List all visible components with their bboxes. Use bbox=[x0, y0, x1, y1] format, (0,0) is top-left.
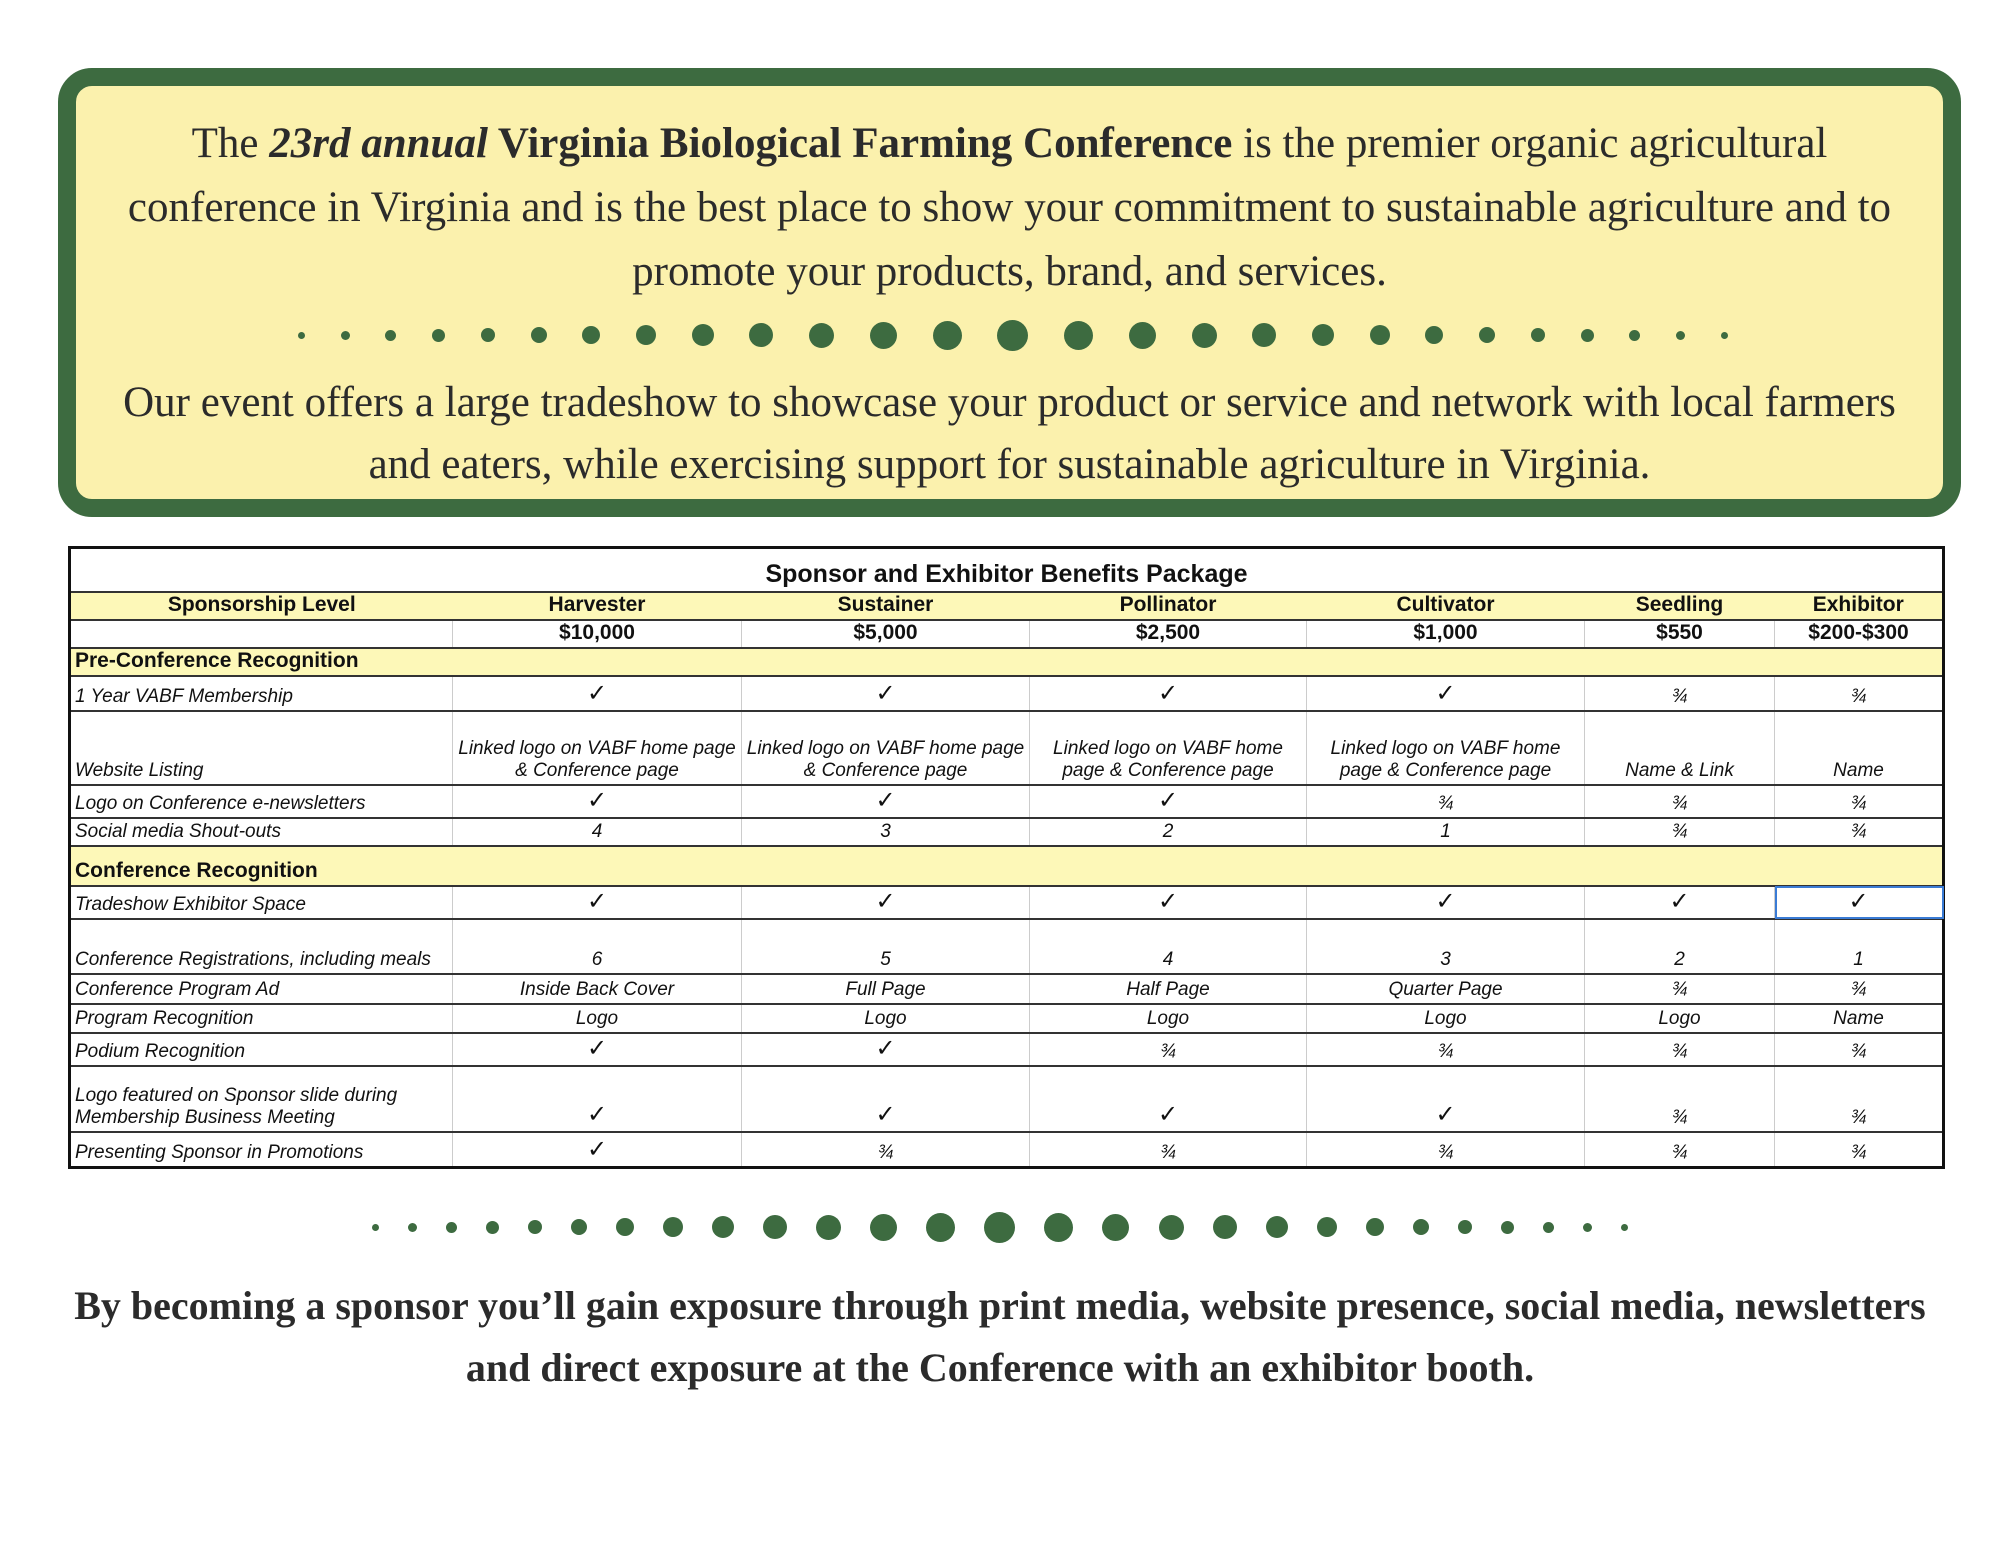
dot-ornament bbox=[1312, 324, 1334, 346]
benefit-value: 2 bbox=[1585, 919, 1775, 974]
dot-ornament bbox=[1479, 327, 1495, 343]
section-header bbox=[70, 846, 1944, 886]
intro-text: The bbox=[191, 120, 270, 167]
benefit-value: 1 bbox=[1307, 818, 1585, 846]
benefit-value: ¾ bbox=[1585, 1132, 1775, 1168]
benefit-value: Name bbox=[1775, 1004, 1944, 1033]
row-label: Logo on Conference e-newsletters bbox=[70, 785, 453, 818]
benefit-value: 3 bbox=[742, 818, 1030, 846]
dot-ornament bbox=[816, 1215, 841, 1240]
level-name: Harvester bbox=[453, 592, 742, 620]
checkmark-icon: ✓ bbox=[1307, 886, 1585, 919]
row-label: Presenting Sponsor in Promotions bbox=[70, 1132, 453, 1168]
section-title: Pre-Conference Recognition bbox=[70, 648, 1944, 676]
dot-ornament bbox=[926, 1213, 955, 1242]
dot-ornament bbox=[408, 1223, 417, 1232]
benefit-value: ¾ bbox=[1775, 1033, 1944, 1066]
intro-emphasis: 23rd annual bbox=[269, 120, 488, 167]
benefit-value: ¾ bbox=[1030, 1132, 1307, 1168]
benefit-value: Linked logo on VABF home page & Conference page bbox=[1030, 711, 1307, 785]
dot-ornament bbox=[933, 321, 962, 350]
level-price: $200-$300 bbox=[1775, 620, 1944, 648]
benefit-value: ¾ bbox=[1775, 1066, 1944, 1132]
level-name: Pollinator bbox=[1030, 592, 1307, 620]
conference-name: Virginia Biological Farming Conference bbox=[487, 120, 1233, 167]
dot-ornament bbox=[1501, 1221, 1514, 1234]
dot-ornament bbox=[1102, 1214, 1129, 1241]
closing-statement: By becoming a sponsor you’ll gain exposure through print media, website presence, social media, newsletters and direct exposure at the Conference with an exhibitor booth. bbox=[74, 1283, 1926, 1390]
dot-ornament bbox=[749, 323, 773, 347]
checkmark-icon: ✓ bbox=[453, 886, 742, 919]
table-title-row bbox=[70, 548, 1944, 592]
row-label: Conference Program Ad bbox=[70, 974, 453, 1004]
benefit-value: ¾ bbox=[1585, 1033, 1775, 1066]
benefit-value: Logo bbox=[1307, 1004, 1585, 1033]
benefit-value: ¾ bbox=[1585, 974, 1775, 1004]
dot-ornament bbox=[531, 327, 547, 343]
dot-ornament bbox=[984, 1212, 1015, 1243]
dot-ornament bbox=[870, 322, 897, 349]
dot-ornament bbox=[385, 330, 396, 341]
table-row bbox=[70, 1004, 1944, 1033]
benefit-value: Inside Back Cover bbox=[453, 974, 742, 1004]
benefit-value: ¾ bbox=[1585, 676, 1775, 711]
table-row bbox=[70, 785, 1944, 818]
dot-ornament bbox=[1370, 325, 1390, 345]
checkmark-icon: ✓ bbox=[1307, 1066, 1585, 1132]
dot-ornament bbox=[486, 1221, 499, 1234]
benefit-value: ¾ bbox=[742, 1132, 1030, 1168]
row-label: Podium Recognition bbox=[70, 1033, 453, 1066]
intro-text-rest: is the premier organic agricultural conference in Virginia and is the best place to show your commitment to sustainable agriculture and to promote your products, brand, and services. bbox=[127, 120, 1892, 295]
dot-ornament bbox=[1064, 321, 1093, 350]
dot-ornament bbox=[663, 1217, 683, 1237]
table-row bbox=[70, 676, 1944, 711]
dot-ornament bbox=[1317, 1217, 1337, 1237]
table-row bbox=[70, 1132, 1944, 1168]
benefit-value: ¾ bbox=[1775, 974, 1944, 1004]
benefit-value: ¾ bbox=[1775, 676, 1944, 711]
row-label: Website Listing bbox=[70, 711, 453, 785]
benefit-value: ¾ bbox=[1030, 1033, 1307, 1066]
benefit-value: 5 bbox=[742, 919, 1030, 974]
intro-paragraph bbox=[76, 112, 1943, 304]
dot-ornament bbox=[1266, 1216, 1288, 1238]
checkmark-icon: ✓ bbox=[742, 785, 1030, 818]
level-label: Sponsorship Level bbox=[70, 592, 453, 620]
price-row bbox=[70, 620, 1944, 648]
level-price: $550 bbox=[1585, 620, 1775, 648]
level-price: $5,000 bbox=[742, 620, 1030, 648]
dot-ornament bbox=[1366, 1218, 1384, 1236]
level-price: $10,000 bbox=[453, 620, 742, 648]
dot-ornament bbox=[341, 331, 350, 340]
dot-ornament bbox=[432, 329, 445, 342]
benefit-value: ¾ bbox=[1775, 818, 1944, 846]
benefit-value: 4 bbox=[453, 818, 742, 846]
row-label: Logo featured on Sponsor slide during Membership Business Meeting bbox=[70, 1066, 453, 1132]
dot-ornament bbox=[372, 1224, 379, 1231]
dot-ornament bbox=[763, 1215, 787, 1239]
level-name: Seedling bbox=[1585, 592, 1775, 620]
checkmark-icon: ✓ bbox=[453, 676, 742, 711]
benefits-table bbox=[68, 546, 1945, 1169]
tradeshow-paragraph: Our event offers a large tradeshow to showcase your product or service and network with local farmers and eaters, while exercising support for sustainable agriculture in Virginia. bbox=[123, 379, 1896, 488]
benefit-value: ¾ bbox=[1585, 1066, 1775, 1132]
checkmark-icon: ✓ bbox=[742, 886, 1030, 919]
dot-ornament bbox=[582, 326, 600, 344]
dot-ornament bbox=[1044, 1213, 1073, 1242]
table-row bbox=[70, 919, 1944, 974]
benefit-value: Linked logo on VABF home page & Conference page bbox=[453, 711, 742, 785]
benefit-value: Logo bbox=[742, 1004, 1030, 1033]
level-price: $2,500 bbox=[1030, 620, 1307, 648]
checkmark-icon: ✓ bbox=[453, 1132, 742, 1168]
row-label: Conference Registrations, including meals bbox=[70, 919, 453, 974]
benefit-value: 3 bbox=[1307, 919, 1585, 974]
table-row bbox=[70, 711, 1944, 785]
benefit-value: Name & Link bbox=[1585, 711, 1775, 785]
benefit-value: Logo bbox=[1585, 1004, 1775, 1033]
checkmark-icon: ✓ bbox=[1585, 886, 1775, 919]
dot-ornament bbox=[446, 1222, 457, 1233]
benefit-value: ¾ bbox=[1585, 785, 1775, 818]
benefit-value: 2 bbox=[1030, 818, 1307, 846]
dot-divider bbox=[298, 318, 1728, 352]
dot-ornament bbox=[1721, 332, 1728, 339]
section-header bbox=[70, 648, 1944, 676]
benefit-value: 4 bbox=[1030, 919, 1307, 974]
benefit-value: 1 bbox=[1775, 919, 1944, 974]
checkmark-icon: ✓ bbox=[742, 1066, 1030, 1132]
dot-ornament bbox=[528, 1220, 542, 1234]
checkmark-icon: ✓ bbox=[453, 1033, 742, 1066]
row-label: 1 Year VABF Membership bbox=[70, 676, 453, 711]
level-name: Exhibitor bbox=[1775, 592, 1944, 620]
benefit-value: ¾ bbox=[1775, 785, 1944, 818]
benefit-value: Linked logo on VABF home page & Conference page bbox=[742, 711, 1030, 785]
benefit-value: 6 bbox=[453, 919, 742, 974]
dot-ornament bbox=[1543, 1222, 1554, 1233]
dot-ornament bbox=[298, 332, 305, 339]
section-title: Conference Recognition bbox=[70, 846, 1944, 886]
dot-ornament bbox=[1213, 1215, 1237, 1239]
checkmark-icon: ✓ bbox=[453, 785, 742, 818]
table-row bbox=[70, 818, 1944, 846]
benefit-value: Logo bbox=[453, 1004, 742, 1033]
row-label: Tradeshow Exhibitor Space bbox=[70, 886, 453, 919]
table-row bbox=[70, 886, 1944, 919]
price-label-empty bbox=[70, 620, 453, 648]
checkmark-icon: ✓ bbox=[742, 676, 1030, 711]
dot-ornament bbox=[1621, 1224, 1628, 1231]
checkmark-icon: ✓ bbox=[1030, 886, 1307, 919]
dot-ornament bbox=[1458, 1220, 1472, 1234]
row-label: Program Recognition bbox=[70, 1004, 453, 1033]
benefit-value: Logo bbox=[1030, 1004, 1307, 1033]
table-row bbox=[70, 1066, 1944, 1132]
checkmark-icon: ✓ bbox=[1775, 886, 1944, 919]
level-name: Sustainer bbox=[742, 592, 1030, 620]
dot-ornament bbox=[712, 1216, 734, 1238]
benefit-value: Linked logo on VABF home page & Conference page bbox=[1307, 711, 1585, 785]
row-label: Social media Shout-outs bbox=[70, 818, 453, 846]
dot-ornament bbox=[616, 1218, 634, 1236]
dot-ornament bbox=[571, 1219, 587, 1235]
dot-ornament bbox=[692, 324, 714, 346]
dot-ornament bbox=[636, 325, 656, 345]
dot-ornament bbox=[997, 320, 1028, 351]
benefit-value: ¾ bbox=[1775, 1132, 1944, 1168]
checkmark-icon: ✓ bbox=[453, 1066, 742, 1132]
intro-box bbox=[58, 68, 1961, 517]
dot-ornament bbox=[1581, 329, 1594, 342]
benefit-value: ¾ bbox=[1307, 1033, 1585, 1066]
dot-ornament bbox=[1252, 323, 1276, 347]
level-header-row bbox=[70, 592, 1944, 620]
benefit-value: ¾ bbox=[1307, 785, 1585, 818]
dot-ornament bbox=[1629, 330, 1640, 341]
dot-ornament bbox=[1129, 322, 1156, 349]
dot-ornament bbox=[1583, 1223, 1592, 1232]
benefit-value: Full Page bbox=[742, 974, 1030, 1004]
checkmark-icon: ✓ bbox=[1307, 676, 1585, 711]
dot-ornament bbox=[1425, 326, 1443, 344]
checkmark-icon: ✓ bbox=[1030, 1066, 1307, 1132]
benefit-value: ¾ bbox=[1585, 818, 1775, 846]
benefit-value: Quarter Page bbox=[1307, 974, 1585, 1004]
level-price: $1,000 bbox=[1307, 620, 1585, 648]
checkmark-icon: ✓ bbox=[1030, 785, 1307, 818]
table-title: Sponsor and Exhibitor Benefits Package bbox=[70, 548, 1944, 592]
dot-ornament bbox=[1531, 328, 1545, 342]
dot-ornament bbox=[870, 1214, 897, 1241]
dot-ornament bbox=[1676, 331, 1685, 340]
checkmark-icon: ✓ bbox=[1030, 676, 1307, 711]
dot-ornament bbox=[1192, 323, 1217, 348]
dot-ornament bbox=[1159, 1215, 1184, 1240]
benefit-value: ¾ bbox=[1307, 1132, 1585, 1168]
benefit-value: Half Page bbox=[1030, 974, 1307, 1004]
dot-ornament bbox=[809, 323, 834, 348]
benefit-value: Name bbox=[1775, 711, 1944, 785]
table-row bbox=[70, 1033, 1944, 1066]
dot-ornament bbox=[481, 328, 495, 342]
dot-divider-bottom bbox=[372, 1210, 1628, 1244]
checkmark-icon: ✓ bbox=[742, 1033, 1030, 1066]
level-name: Cultivator bbox=[1307, 592, 1585, 620]
table-row bbox=[70, 974, 1944, 1004]
dot-ornament bbox=[1413, 1219, 1429, 1235]
